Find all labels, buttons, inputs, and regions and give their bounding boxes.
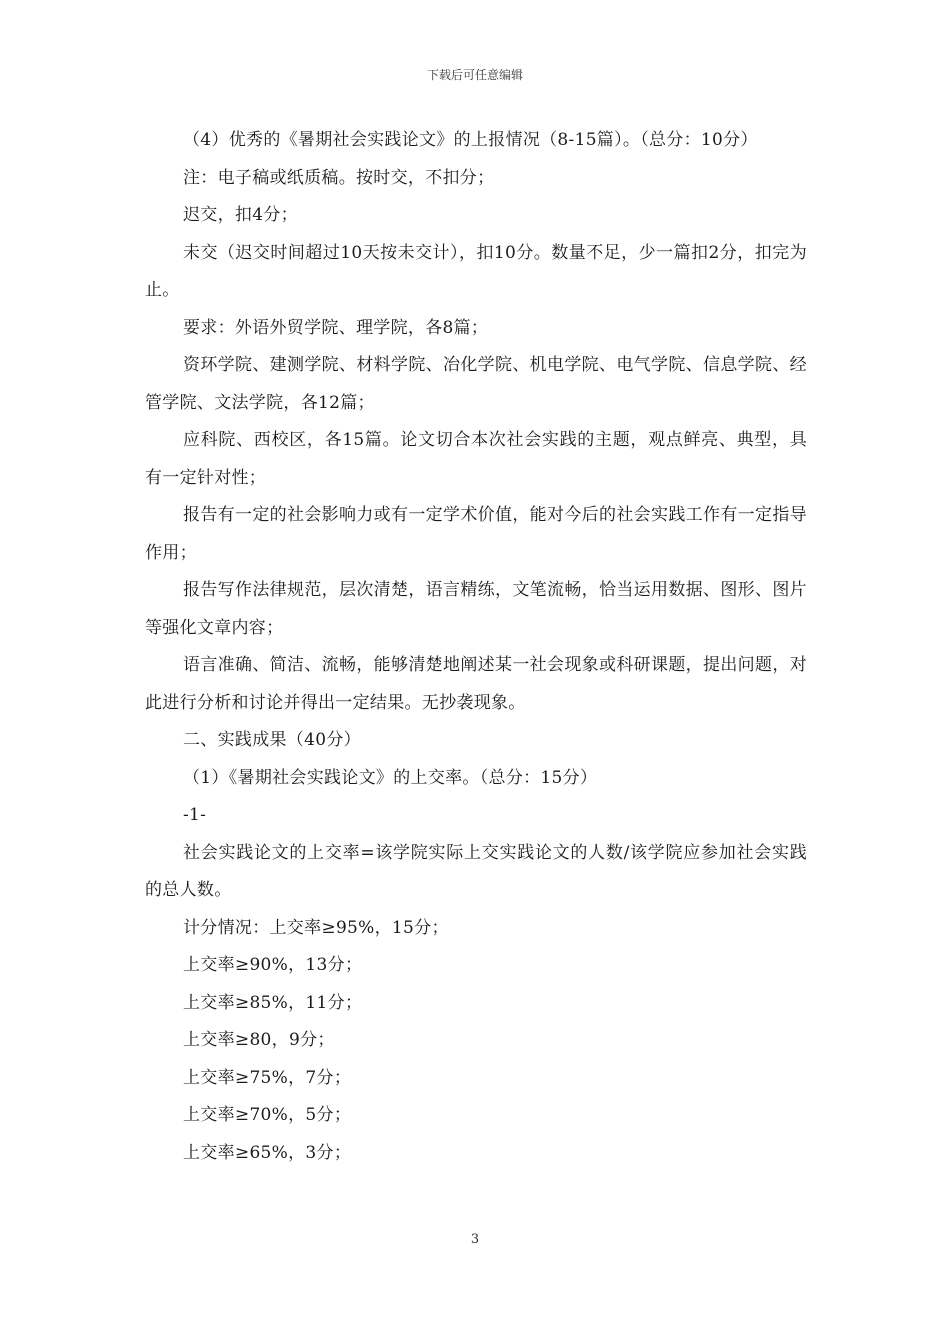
- section-heading: 二、实践成果（40分）: [183, 730, 361, 750]
- paragraph: 上交率≥90%，13分；: [183, 955, 363, 975]
- paragraph: 未交（迟交时间超过10天按未交计），扣10分。数量不足，少一篇扣2分，扣完为止。: [145, 242, 807, 300]
- paragraph: 上交率≥75%，7分；: [183, 1067, 352, 1088]
- paragraph: 上交率≥70%，5分；: [183, 1105, 352, 1125]
- document-body: [145, 122, 807, 1172]
- paragraph: （1）《暑期社会实践论文》的上交率。（总分：15分）: [183, 767, 598, 788]
- paragraph: 报告写作法律规范，层次清楚，语言精练，文笔流畅，恰当运用数据、图形、图片等强化文章内容；: [145, 580, 807, 638]
- paragraph: 计分情况：上交率≥95%，15分；: [183, 917, 449, 938]
- paragraph: 迟交，扣4分；: [183, 205, 298, 225]
- paragraph: 上交率≥65%，3分；: [183, 1142, 352, 1163]
- paragraph: 语言准确、简洁、流畅，能够清楚地阐述某一社会现象或科研课题，提出问题，对此进行分析和讨论并得出一定结果。无抄袭现象。: [145, 655, 807, 713]
- paragraph: 资环学院、建测学院、材料学院、冶化学院、机电学院、电气学院、信息学院、经管学院、文法学院，各12篇；: [145, 355, 807, 413]
- paragraph: （4）优秀的《暑期社会实践论文》的上报情况（8-15篇）。（总分：10分）: [183, 130, 758, 150]
- paragraph: 报告有一定的社会影响力或有一定学术价值，能对今后的社会实践工作有一定指导作用；: [145, 505, 807, 563]
- paragraph: 上交率≥80，9分；: [183, 1030, 335, 1050]
- paragraph: 要求：外语外贸学院、理学院，各8篇；: [183, 317, 489, 338]
- inline-page-marker: -1-: [183, 805, 207, 825]
- page-header: 下载后可任意编辑: [426, 68, 523, 82]
- paragraph: 应科院、西校区，各15篇。论文切合本次社会实践的主题，观点鲜亮、典型，具有一定针对性；: [145, 430, 807, 488]
- page-number: 3: [470, 1232, 480, 1247]
- paragraph: 上交率≥85%，11分；: [183, 992, 363, 1013]
- paragraph: 社会实践论文的上交率=该学院实际上交实践论文的人数/该学院应参加社会实践的总人数。: [145, 842, 807, 900]
- paragraph: 注：电子稿或纸质稿。按时交，不扣分；: [183, 167, 495, 188]
